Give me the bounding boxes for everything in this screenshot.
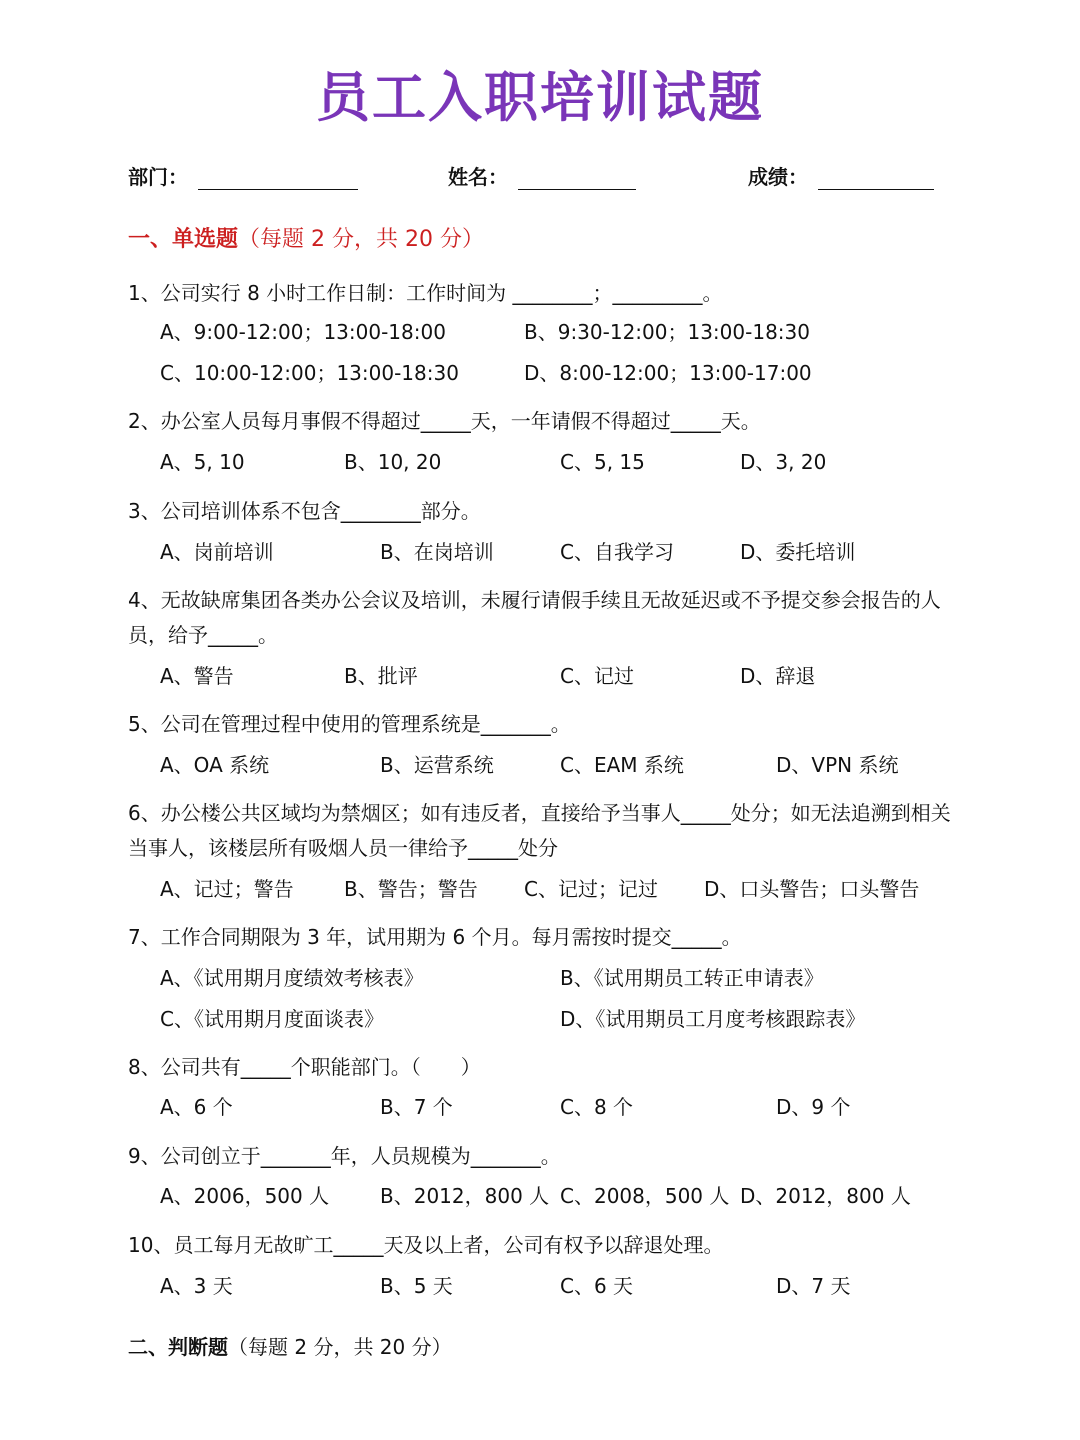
q4-option-c[interactable]: C、记过: [560, 664, 634, 688]
question-8: 8、公司共有_____个职能部门。（ ）: [128, 1055, 481, 1079]
question-1: 1、公司实行 8 小时工作日制：工作时间为 ________；_________。: [128, 281, 723, 305]
q1-option-a[interactable]: A、9:00-12:00；13:00-18:00: [160, 320, 446, 344]
question-9: 9、公司创立于_______年，人员规模为_______。: [128, 1144, 561, 1168]
q2-option-c[interactable]: C、5, 15: [560, 450, 645, 474]
q5-option-d[interactable]: D、VPN 系统: [776, 753, 899, 777]
question-6: 6、办公楼公共区域均为禁烟区；如有违反者，直接给予当事人_____处分；如无法追溯到相关当事人，该楼层所有吸烟人员一律给予_____处分: [128, 801, 951, 860]
question-2: 2、办公室人员每月事假不得超过_____天，一年请假不得超过_____天。: [128, 409, 761, 433]
name-label: 姓名：: [448, 165, 508, 189]
section-heading: 一、单选题: [128, 227, 239, 252]
q8-option-a[interactable]: A、6 个: [160, 1095, 233, 1119]
q4-option-b[interactable]: B、批评: [344, 664, 418, 688]
department-label: 部门：: [128, 165, 188, 189]
q3-option-c[interactable]: C、自我学习: [560, 540, 674, 564]
question-7: 7、工作合同期限为 3 年，试用期为 6 个月。每月需按时提交_____。: [128, 925, 742, 949]
q10-option-a[interactable]: A、3 天: [160, 1274, 233, 1298]
q7-option-d[interactable]: D、《试用期员工月度考核跟踪表》: [560, 1007, 866, 1031]
q9-option-b[interactable]: B、2012，800 人: [380, 1184, 550, 1208]
q8-option-c[interactable]: C、8 个: [560, 1095, 634, 1119]
q10-option-d[interactable]: D、7 天: [776, 1274, 851, 1298]
q5-option-b[interactable]: B、运营系统: [380, 753, 494, 777]
q6-option-d[interactable]: D、口头警告；口头警告: [704, 877, 920, 901]
q10-option-c[interactable]: C、6 天: [560, 1274, 634, 1298]
q9-option-a[interactable]: A、2006，500 人: [160, 1184, 330, 1208]
q6-option-b[interactable]: B、警告；警告: [344, 877, 478, 901]
q1-option-c[interactable]: C、10:00-12:00；13:00-18:30: [160, 361, 459, 385]
q7-option-b[interactable]: B、《试用期员工转正申请表》: [560, 966, 824, 990]
q2-option-b[interactable]: B、10, 20: [344, 450, 442, 474]
department-blank[interactable]: [198, 167, 358, 190]
q8-option-b[interactable]: B、7 个: [380, 1095, 453, 1119]
section-true-false-title: [128, 1331, 452, 1363]
section-note: （每题 2 分，共 20 分）: [238, 227, 484, 252]
q1-option-b[interactable]: B、9:30-12:00；13:00-18:30: [524, 320, 810, 344]
department-field: [128, 160, 358, 190]
info-row: [128, 160, 958, 192]
score-label: 成绩：: [748, 165, 808, 189]
question-10: 10、员工每月无故旷工_____天及以上者，公司有权予以辞退处理。: [128, 1233, 724, 1257]
name-field: [448, 160, 636, 190]
name-blank[interactable]: [518, 167, 636, 190]
question-4: 4、无故缺席集团各类办公会议及培训，未履行请假手续且无故延迟或不予提交参会报告的人员，给予_____。: [128, 588, 941, 647]
section-single-choice-title: [128, 224, 484, 256]
q9-option-d[interactable]: D、2012，800 人: [740, 1184, 911, 1208]
q10-option-b[interactable]: B、5 天: [380, 1274, 453, 1298]
q4-option-a[interactable]: A、警告: [160, 664, 234, 688]
q8-option-d[interactable]: D、9 个: [776, 1095, 851, 1119]
q3-option-d[interactable]: D、委托培训: [740, 540, 856, 564]
q2-option-a[interactable]: A、5, 10: [160, 450, 245, 474]
section2-heading: 二、判断题: [128, 1335, 228, 1359]
score-field: [748, 160, 934, 190]
q2-option-d[interactable]: D、3, 20: [740, 450, 827, 474]
q5-option-c[interactable]: C、EAM 系统: [560, 753, 684, 777]
question-3: 3、公司培训体系不包含________部分。: [128, 499, 481, 523]
q6-option-a[interactable]: A、记过；警告: [160, 877, 294, 901]
q9-option-c[interactable]: C、2008，500 人: [560, 1184, 730, 1208]
section2-note: （每题 2 分，共 20 分）: [228, 1335, 452, 1359]
page-title: 员工入职培训试题: [316, 66, 764, 129]
q1-option-d[interactable]: D、8:00-12:00；13:00-17:00: [524, 361, 812, 385]
q7-option-c[interactable]: C、《试用期月度面谈表》: [160, 1007, 384, 1031]
q3-option-b[interactable]: B、在岗培训: [380, 540, 494, 564]
q6-option-c[interactable]: C、记过；记过: [524, 877, 658, 901]
q7-option-a[interactable]: A、《试用期月度绩效考核表》: [160, 966, 424, 990]
score-blank[interactable]: [818, 167, 934, 190]
q3-option-a[interactable]: A、岗前培训: [160, 540, 274, 564]
question-5: 5、公司在管理过程中使用的管理系统是_______。: [128, 712, 571, 736]
q4-option-d[interactable]: D、辞退: [740, 664, 816, 688]
q5-option-a[interactable]: A、OA 系统: [160, 753, 270, 777]
